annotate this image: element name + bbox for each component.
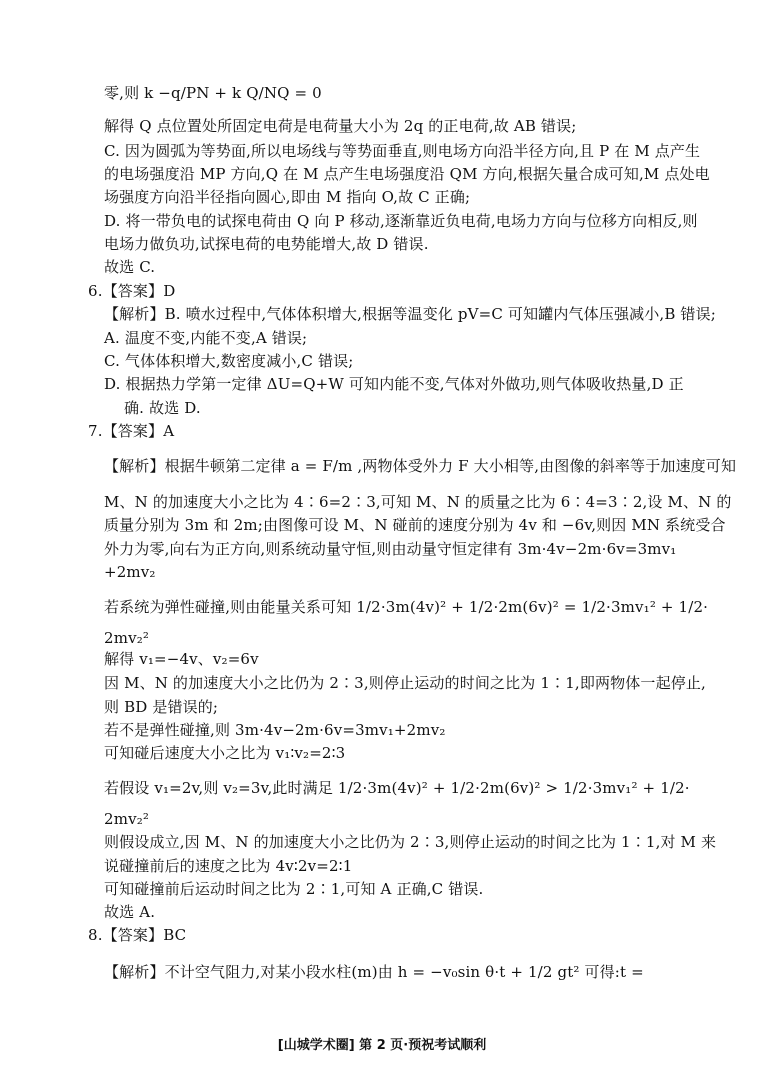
text-line: 则假设成立,因 M、N 的加速度大小之比仍为 2∶3,则停止运动的时间之比为 1∶1,对 M 来	[104, 833, 717, 851]
text-line: 可知碰后速度大小之比为 v₁∶v₂=2∶3	[104, 744, 346, 762]
text-line: 2mv₂²	[104, 629, 150, 647]
analysis-line: 【解析】B. 喷水过程中,气体体积增大,根据等温变化 pV=C 可知罐内气体压强减小,B 错误;	[104, 305, 716, 323]
text-line: 电场力做负功,试探电荷的电势能增大,故 D 错误.	[104, 235, 429, 253]
analysis-line: 【解析】根据牛顿第二定律 a = F/m ,两物体受外力 F 大小相等,由图像的斜率等于加速度可知	[104, 457, 737, 475]
text-line: 的电场强度沿 MP 方向,Q 在 M 点产生电场强度沿 QM 方向,根据矢量合成可知,M 点处电	[104, 165, 710, 183]
text-line: 质量分别为 3m 和 2m;由图像可设 M、N 碰前的速度分别为 4v 和 −6v,则因 MN 系统受合	[104, 516, 726, 534]
answer-heading: 7.【答案】A	[88, 422, 175, 440]
text-line: C. 因为圆弧为等势面,所以电场线与等势面垂直,则电场方向沿半径方向,且 P 在 M 点产生	[104, 142, 701, 160]
text-line: C. 气体体积增大,数密度减小,C 错误;	[104, 352, 354, 370]
text-line: D. 将一带负电的试探电荷由 Q 向 P 移动,逐渐靠近负电荷,电场力方向与位移方向相反,则	[104, 212, 698, 230]
text-line: +2mv₂	[104, 563, 156, 581]
answer-heading: 6.【答案】D	[88, 282, 176, 300]
text-line: 2mv₂²	[104, 810, 150, 828]
text-line: A. 温度不变,内能不变,A 错误;	[104, 329, 308, 347]
text-line: 外力为零,向右为正方向,则系统动量守恒,则由动量守恒定律有 3m·4v−2m·6v=3mv₁	[104, 540, 677, 558]
text-line: 故选 C.	[104, 258, 156, 276]
page-footer: [山城学术圈] 第 2 页·预祝考试顺利	[277, 1038, 487, 1053]
text-line: 场强度方向沿半径指向圆心,即由 M 指向 O,故 C 正确;	[104, 188, 471, 206]
text-line: 故选 A.	[104, 903, 156, 921]
equation-line: 若假设 v₁=2v,则 v₂=3v,此时满足 1/2·3m(4v)² + 1/2·2m(6v)² > 1/2·3mv₁² + 1/2·	[104, 779, 690, 797]
text-line: 因 M、N 的加速度大小之比仍为 2∶3,则停止运动的时间之比为 1∶1,即两物体一起停止,	[104, 674, 706, 692]
text-line: 若不是弹性碰撞,则 3m·4v−2m·6v=3mv₁+2mv₂	[104, 721, 446, 739]
text-line: 确. 故选 D.	[124, 399, 201, 417]
equation-line: 若系统为弹性碰撞,则由能量关系可知 1/2·3m(4v)² + 1/2·2m(6v)² = 1/2·3mv₁² + 1/2·	[104, 598, 709, 616]
text-line: 解得 Q 点位置处所固定电荷是电荷量大小为 2q 的正电荷,故 AB 错误;	[104, 117, 577, 135]
text-line: M、N 的加速度大小之比为 4∶6=2∶3,可知 M、N 的质量之比为 6∶4=3∶2,设 M、N 的	[104, 493, 732, 511]
text-line: 可知碰撞前后运动时间之比为 2∶1,可知 A 正确,C 错误.	[104, 880, 484, 898]
text-line: D. 根据热力学第一定律 ΔU=Q+W 可知内能不变,气体对外做功,则气体吸收热量,D 正	[104, 375, 684, 393]
analysis-line: 【解析】不计空气阻力,对某小段水柱(m)由 h = −v₀sin θ·t + 1/2 gt² 可得:t =	[104, 963, 644, 981]
text-line: 解得 v₁=−4v、v₂=6v	[104, 650, 259, 668]
text-line: 零,则 k −q/PN + k Q/NQ = 0	[104, 84, 322, 102]
text-line: 则 BD 是错误的;	[104, 698, 219, 716]
text-line: 说碰撞前后的速度之比为 4v∶2v=2∶1	[104, 857, 353, 875]
answer-heading: 8.【答案】BC	[88, 926, 187, 944]
